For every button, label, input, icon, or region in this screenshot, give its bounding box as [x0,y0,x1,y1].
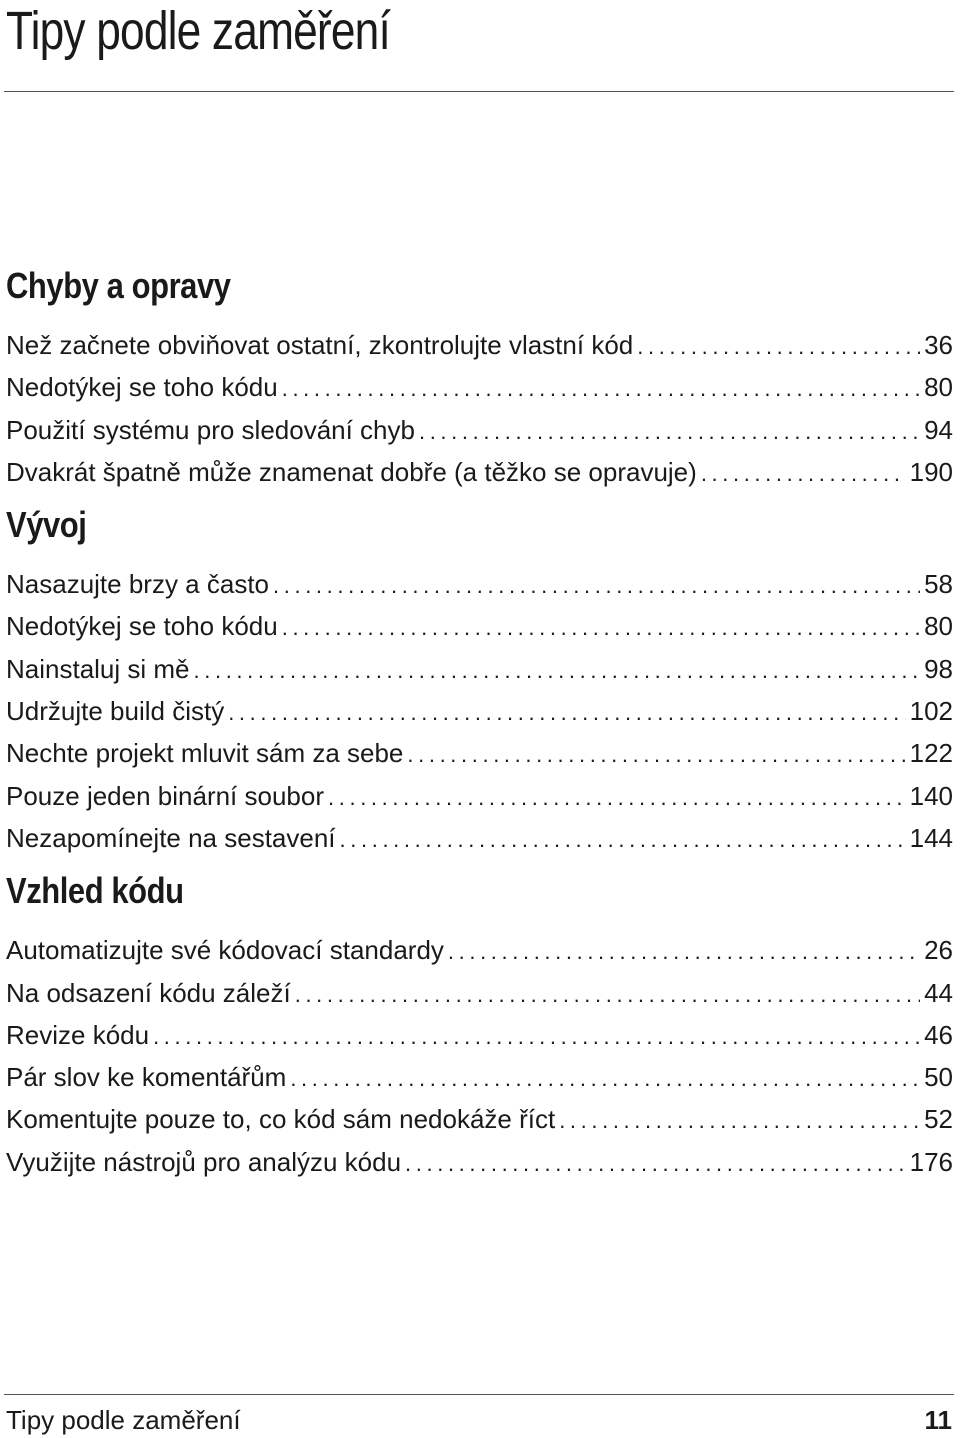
entry-title: Udržujte build čistý [6,696,225,727]
toc-entry[interactable] [6,1141,953,1183]
dot-leader [295,974,920,1016]
entry-page-number: 50 [924,1062,953,1093]
dot-leader [340,819,906,861]
dot-leader [407,734,905,776]
dot-leader [282,368,920,410]
entry-title: Komentujte pouze to, co kód sám nedokáže říct [6,1104,556,1135]
entry-page-number: 190 [909,456,953,487]
toc-entry[interactable] [6,563,953,605]
section-heading: Chyby a opravy [6,265,231,306]
entry-list [6,563,953,859]
running-footer-title: Tipy podle zaměření [6,1405,241,1435]
toc-entry[interactable] [6,690,953,732]
section-chyby-a-opravy [6,262,953,493]
dot-leader [153,1016,920,1058]
entry-page-number: 58 [924,569,953,600]
entry-title: Pouze jeden binární soubor [6,780,325,811]
dot-leader [290,1058,920,1100]
entry-title: Nasazujte brzy a často [6,569,270,600]
footer-divider [4,1394,954,1395]
toc-entry[interactable] [6,732,953,774]
header-divider [4,91,954,92]
entry-page-number: 144 [909,822,953,853]
section-vzhled-kodu [6,867,953,1183]
toc-entry[interactable] [6,409,953,451]
entry-title: Nezapomínejte na sestavení [6,822,336,853]
dot-leader [448,931,920,973]
entry-page-number: 52 [924,1104,953,1135]
entry-page-number: 176 [909,1146,953,1177]
toc-entry[interactable] [6,929,953,971]
dot-leader [282,607,920,649]
entry-title: Nedotýkej se toho kódu [6,611,278,642]
entry-title: Využijte nástrojů pro analýzu kódu [6,1146,402,1177]
entry-page-number: 102 [909,696,953,727]
section-heading: Vzhled kódu [6,870,184,912]
entry-page-number: 44 [924,977,953,1008]
toc-entry[interactable] [6,648,953,690]
toc-entry[interactable] [6,1014,953,1056]
dot-leader [701,453,906,495]
entry-page-number: 140 [909,780,953,811]
entry-page-number: 80 [924,611,953,642]
entry-title: Pár slov ke komentářům [6,1062,287,1093]
entry-page-number: 122 [909,738,953,769]
toc-entry[interactable] [6,605,953,647]
entry-page-number: 94 [924,414,953,445]
entry-title: Nedotýkej se toho kódu [6,372,278,403]
dot-leader [273,565,920,607]
toc-entry[interactable] [6,817,953,859]
section-heading: Vývoj [6,504,87,546]
entry-page-number: 98 [924,653,953,684]
entry-title: Nechte projekt mluvit sám za sebe [6,738,404,769]
toc-entry[interactable] [6,775,953,817]
page-title: Tipy podle zaměření [6,1,390,61]
entry-page-number: 80 [924,372,953,403]
entry-title: Použití systému pro sledování chyb [6,414,415,445]
toc-entry[interactable] [6,324,953,366]
entry-title: Na odsazení kódu záleží [6,977,291,1008]
section-vyvoj [6,501,953,859]
entry-title: Než začnete obviňovat ostatní, zkontrolujte vlastní kód [6,330,634,360]
dot-leader [559,1100,920,1142]
toc-entry[interactable] [6,972,953,1014]
dot-leader [405,1143,906,1185]
toc-entry[interactable] [6,366,953,408]
dot-leader [194,650,921,692]
dot-leader [228,692,905,734]
entry-list [6,324,953,493]
dot-leader [637,326,920,368]
toc-entry[interactable] [6,1098,953,1140]
entry-page-number: 36 [924,330,953,360]
entry-title: Automatizujte své kódovací standardy [6,935,444,966]
dot-leader [419,411,920,453]
toc-entry[interactable] [6,1056,953,1098]
toc-entry[interactable] [6,451,953,493]
entry-list [6,929,953,1183]
entry-page-number: 46 [924,1019,953,1050]
table-of-contents [6,262,953,1183]
entry-title: Revize kódu [6,1019,150,1050]
page-number: 11 [924,1405,952,1435]
entry-title: Dvakrát špatně může znamenat dobře (a těžko se opravuje) [6,456,697,487]
entry-page-number: 26 [924,935,953,966]
dot-leader [328,777,906,819]
entry-title: Nainstaluj si mě [6,653,190,684]
